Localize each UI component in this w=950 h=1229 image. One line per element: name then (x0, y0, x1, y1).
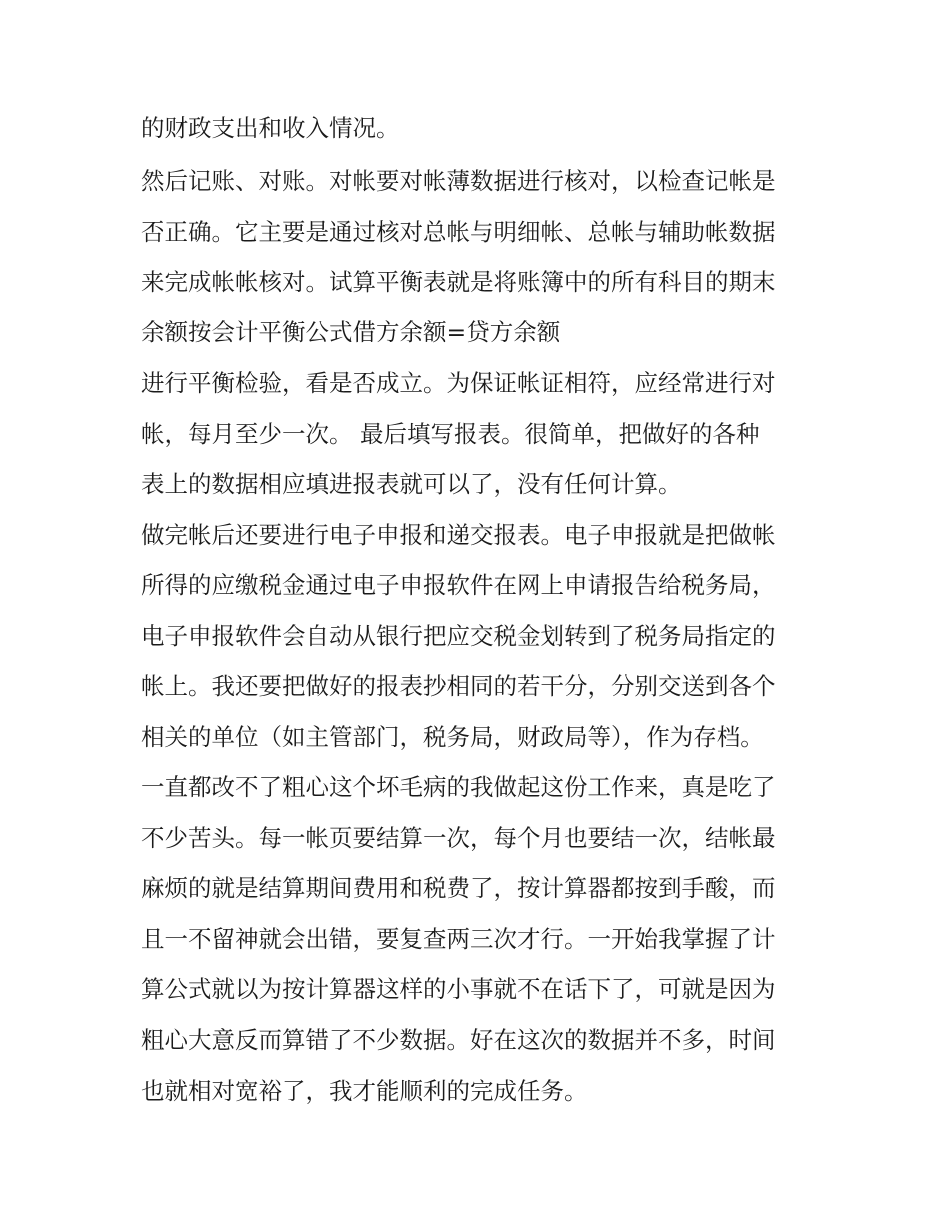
text-line: 做完帐后还要进行电子申报和递交报表。电子申报就是把做帐 (141, 521, 776, 549)
text-line: 进行平衡检验，看是否成立。为保证帐证相符，应经常进行对 (141, 369, 776, 397)
text-line: 不少苦头。每一帐页要结算一次，每个月也要结一次，结帐最 (141, 824, 776, 852)
text-line: 粗心大意反而算错了不少数据。好在这次的数据并不多，时间 (141, 1026, 776, 1054)
text-line: 电子申报软件会自动从银行把应交税金划转到了税务局指定的 (141, 622, 776, 650)
text-line: 然后记账、对账。对帐要对帐薄数据进行核对，以检查记帐是 (141, 167, 776, 195)
text-line: 算公式就以为按计算器这样的小事就不在话下了，可就是因为 (141, 975, 776, 1003)
text-line: 余额按会计平衡公式借方余额=贷方余额 (141, 318, 561, 346)
text-line: 来完成帐帐核对。试算平衡表就是将账簿中的所有科目的期末 (141, 268, 776, 296)
text-line: 帐，每月至少一次。 最后填写报表。很简单，把做好的各种 (141, 420, 760, 448)
text-line: 一直都改不了粗心这个坏毛病的我做起这份工作来，真是吃了 (141, 773, 776, 801)
text-line: 帐上。我还要把做好的报表抄相同的若干分，分别交送到各个 (141, 672, 776, 700)
text-line: 也就相对宽裕了，我才能顺利的完成任务。 (141, 1077, 588, 1105)
text-line: 麻烦的就是结算期间费用和税费了，按计算器都按到手酸，而 (141, 874, 776, 902)
text-line: 否正确。它主要是通过核对总帐与明细帐、总帐与辅助帐数据 (141, 218, 776, 246)
text-line: 且一不留神就会出错，要复查两三次才行。一开始我掌握了计 (141, 925, 776, 953)
text-line: 相关的单位（如主管部门，税务局，财政局等），作为存档。 (141, 723, 764, 751)
text-line: 所得的应缴税金通过电子申报软件在网上申请报告给税务局， (141, 571, 776, 599)
text-line: 表上的数据相应填进报表就可以了，没有任何计算。 (141, 470, 682, 498)
text-line: 的财政支出和收入情况。 (141, 114, 400, 142)
